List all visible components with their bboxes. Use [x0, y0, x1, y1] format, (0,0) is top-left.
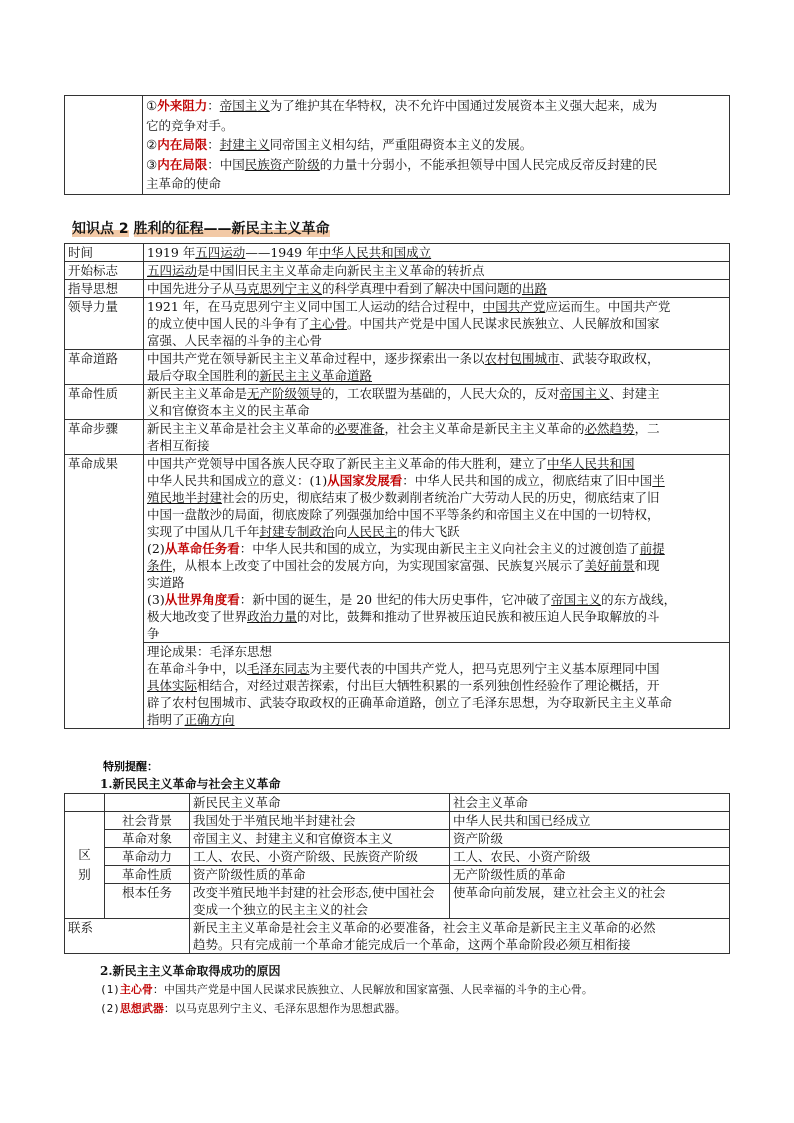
compare-row: 区 别 社会背景 我国处于半殖民地半封建社会 中华人民共和国已经成立: [65, 812, 730, 830]
top-content-cell: [143, 96, 730, 195]
obstacle-line-2: ②内在局限：封建主义同帝国主义相勾结，严重阻碍资本主义的发展。: [146, 137, 533, 152]
obstacle-line-3b: 主革命的使命: [146, 176, 222, 191]
row-result: [65, 455, 730, 643]
value-steps: 新民主主义革命是社会主义革命的必要准备，社会主义革命是新民主主义革命的必然趋势，二 者相互衔接: [144, 420, 730, 455]
label-nature: 革命性质: [65, 385, 144, 420]
compare-row: 根本任务 改变半殖民地半封建的社会形态,使中国社会变成一个独立的民主主义的社会 使革命向前发展，建立社会主义的社会: [65, 884, 730, 919]
link-value: 新民主主义革命是社会主义革命的必要准备，社会主义革命是新民主主义革命的必然 趋势。只有完成前一个革命才能完成后一个革命，这两个革命阶段必须互相衔接: [190, 919, 730, 954]
top-empty-cell: [65, 96, 143, 195]
value-road: 中国共产党在领导新民主主义革命过程中，逐步探索出一条以农村包围城市、武装夺取政权， 最后夺取全国胜利的新民主主义革命道路: [144, 350, 730, 385]
value-guide: 中国先进分子从马克思列宁主义的科学真理中看到了解决中国问题的出路: [144, 280, 730, 298]
compare-row: 革命动力 工人、农民、小资产阶级、民族资产阶级 工人、农民、小资产阶级: [65, 848, 730, 866]
reason-2: (2)思想武器：以马克思列宁主义、毛泽东思想作为思想武器。: [100, 1002, 406, 1015]
label-steps: 革命步骤: [65, 420, 144, 455]
link-label: 联系: [65, 919, 190, 954]
diff-label: 区 别: [65, 812, 105, 919]
main-table: [64, 243, 730, 729]
label-start: 开始标志: [65, 262, 144, 280]
header-new-democratic: 新民民主义革命: [190, 794, 450, 812]
obstacle-line-3: ③内在局限：中国民族资产阶级的力量十分弱小，不能承担领导中国人民完成反帝反封建的民: [146, 156, 658, 172]
label-lead: 领导力量: [65, 298, 144, 350]
row-guide: [65, 280, 730, 298]
reasons-title: 2.新民主主义革命取得成功的原因: [100, 964, 281, 978]
label-guide: 指导思想: [65, 280, 144, 298]
obstacle-line-1b: 它的竞争对手。: [146, 117, 234, 133]
tip-title: 特别提醒：: [103, 760, 158, 773]
top-table: [64, 95, 730, 195]
compare-row: 革命对象 帝国主义、封建主义和官僚资本主义 资产阶级: [65, 830, 730, 848]
compare-header-row: [65, 794, 730, 812]
value-result: 中国共产党领导中国各族人民夺取了新民主主义革命的伟大胜利，建立了中华人民共和国 中华人民共和国成立的意义：(1)从国家发展看：中华人民共和国的成立，彻底结束了旧中国半 殖民地半封建社会的历史，彻底结束了极少数剥削者统治广大劳动人民的历史，彻底结束了旧 中国一盘散沙的局面，彻底废除了列强强加给中国不平等条约和帝国主义在中国的一切特权， 实现了中国从几千年封建专制政治向人民民主的伟大飞跃 (2)从革命任务看：中华人民共和国的成立，为实现由新民主主义向社会主义的过渡创造了前提 条件，从根本上改变了中国社会的发展方向，为实现国家富强、民族复兴展示了美好前景和现 实道路 (3)从世界角度看：新中国的诞生，是 20 世纪的伟大历史事件，它冲破了帝国主义的东方战线， 极大地改变了世界政治力量的对比，鼓舞和推动了世界被压迫民族和被压迫人民争取解放的斗 争: [144, 455, 730, 643]
compare-row: 革命性质 资产阶级性质的革命 无产阶级性质的革命: [65, 866, 730, 884]
row-steps: [65, 420, 730, 455]
label-result: 革命成果: [65, 455, 144, 729]
section-heading: [72, 218, 330, 238]
header-socialist: 社会主义革命: [450, 794, 730, 812]
row-theory: [65, 643, 730, 729]
value-lead: 1921 年，在马克思列宁主义同中国工人运动的结合过程中，中国共产党应运而生。中国共产党 的成立使中国人民的斗争有了主心骨。中国共产党是中国人民谋求民族独立、人民解放和国家 富强、人民幸福的斗争的主心骨: [144, 298, 730, 350]
row-lead: [65, 298, 730, 350]
tip-item-1: 1.新民民主义革命与社会主义革命: [100, 777, 281, 791]
value-theory: 理论成果：毛泽东思想 在革命斗争中，以毛泽东同志为主要代表的中国共产党人，把马克思列宁主义基本原理同中国 具体实际相结合，对经过艰苦探索，付出巨大牺牲积累的一系列独创性经验作了理论概括，开 辟了农村包围城市、武装夺取政权的正确革命道路，创立了毛泽东思想，为夺取新民主主义革命 指明了正确方向: [144, 643, 730, 729]
compare-table: [64, 793, 730, 954]
obstacle-line-1: ①外来阻力：帝国主义为了维护其在华特权，决不允许中国通过发展资本主义强大起来，成为: [146, 98, 658, 113]
row-start: [65, 262, 730, 280]
label-road: 革命道路: [65, 350, 144, 385]
reason-1: (1)主心骨：中国共产党是中国人民谋求民族独立、人民解放和国家富强、人民幸福的斗争的主心骨。: [100, 983, 593, 996]
row-nature: [65, 385, 730, 420]
label-time: 时间: [65, 244, 144, 262]
value-time: 1919 年五四运动——1949 年中华人民共和国成立: [144, 244, 730, 262]
section-title: 胜利的征程——新民主主义革命: [133, 221, 330, 237]
compare-link-row: [65, 919, 730, 954]
section-number: 知识点 2: [72, 221, 129, 237]
value-nature: 新民主主义革命是无产阶级领导的，工农联盟为基础的，人民大众的，反对帝国主义、封建主 义和官僚资本主义的民主革命: [144, 385, 730, 420]
row-road: [65, 350, 730, 385]
value-start: 五四运动是中国旧民主主义革命走向新民主主义革命的转折点: [144, 262, 730, 280]
row-time: [65, 244, 730, 262]
